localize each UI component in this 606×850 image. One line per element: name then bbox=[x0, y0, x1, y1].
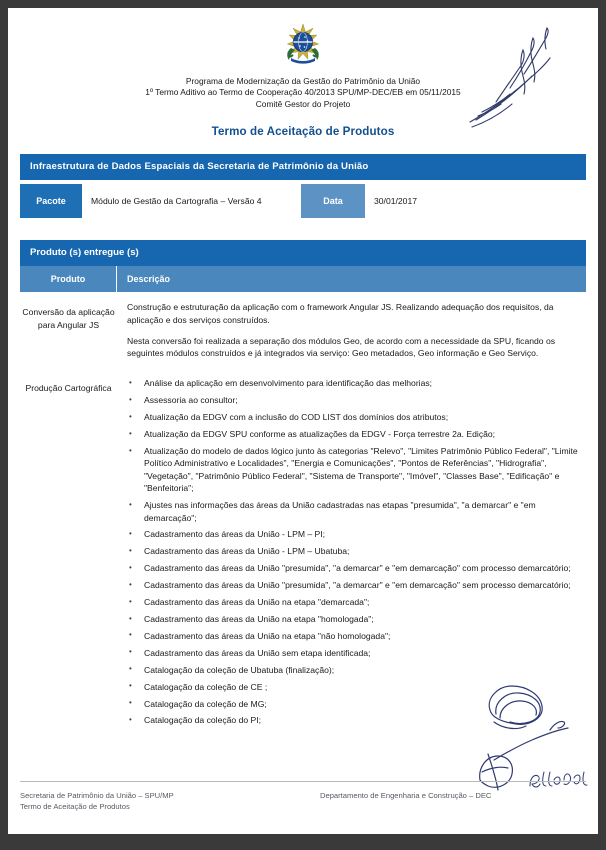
list-item: • Cadastramento das áreas da União - LPM – Ubatuba; bbox=[127, 545, 580, 557]
footer-right-line-1: Departamento de Engenharia e Construção – DEC bbox=[320, 791, 492, 801]
description-paragraph: Construção e estruturação da aplicação com o framework Angular JS. Realizando adequação dos requisitos, da aplicação e dos serviços construídos. bbox=[127, 302, 554, 325]
list-item: • Cadastramento das áreas da União "presumida", "a demarcar" e "em demarcação" sem processo demarcatório; bbox=[127, 579, 580, 591]
list-item: • Cadastramento das áreas da União na etapa "demarcada"; bbox=[127, 596, 580, 608]
column-header-descricao: Descrição bbox=[127, 274, 171, 285]
table-row bbox=[20, 368, 586, 731]
produtos-section-banner: Produto (s) entregue (s) bbox=[20, 240, 586, 266]
page-footer bbox=[20, 791, 586, 812]
infrastructure-banner: Infraestrutura de Dados Espaciais da Secretaria de Patrimônio da União bbox=[20, 154, 586, 180]
document-body bbox=[20, 154, 586, 731]
list-item: • Cadastramento das áreas da União na etapa "homologada"; bbox=[127, 613, 580, 625]
produto-description bbox=[117, 368, 586, 731]
produtos-table-header bbox=[20, 266, 586, 292]
list-item: • Atualização do modelo de dados lógico junto às categorias "Relevo", "Limites Patrimônio Público Federal", "Limite Político Administrativo e Localidades", "Energia e Comunicações", "Pontos de Referências", "Hidrografia", "Vegetação", "Patrimônio Público Federal", "Sistema de Transporte", "Imóvel", "Classes Base", "Edificação" e "Benfeitoria"; bbox=[127, 445, 580, 495]
data-value: 30/01/2017 bbox=[365, 184, 586, 218]
list-item: • Catalogação da coleção do PI; bbox=[127, 714, 580, 726]
header-line-1: Programa de Modernização da Gestão do Patrimônio da União bbox=[185, 76, 421, 86]
column-header-produto: Produto bbox=[50, 274, 86, 285]
footer-left bbox=[20, 791, 320, 812]
list-item: • Atualização da EDGV SPU conforme as atualizações da EDGV - Força terrestre 2a. Edição; bbox=[127, 428, 580, 440]
description-paragraph: Nesta conversão foi realizada a separação dos módulos Geo, de acordo com a necessidade da SPU, ficando os seguintes módulos construídos e já integrados via serviço: Geo metadados, Geo informação e Geo Serviço. bbox=[127, 335, 556, 359]
header-subtitle-block bbox=[8, 76, 598, 110]
row-spacer bbox=[283, 184, 301, 218]
list-item: • Atualização da EDGV com a inclusão do COD LIST dos domínios dos atributos; bbox=[127, 411, 580, 423]
pacote-label: Pacote bbox=[20, 184, 82, 218]
list-item: • Cadastramento das áreas da União sem etapa identificada; bbox=[127, 647, 580, 659]
header-line-2: 1º Termo Aditivo ao Termo de Cooperação 40/2013 SPU/MP-DEC/EB em 05/11/2015 bbox=[145, 87, 461, 98]
page-title: Termo de Aceitação de Produtos bbox=[211, 125, 395, 139]
list-item: • Ajustes nas informações das áreas da União cadastradas nas etapas "presumida", "a demarcar" e "em demarcação"; bbox=[127, 499, 580, 524]
list-item: • Análise da aplicação em desenvolvimento para identificação das melhorias; bbox=[127, 377, 580, 389]
emblem-container bbox=[8, 8, 598, 69]
produto-label: Conversão da aplicação para Angular JS bbox=[22, 307, 115, 330]
list-item: • Catalogação da coleção de Ubatuba (finalização); bbox=[127, 664, 580, 676]
table-row bbox=[20, 292, 586, 368]
deliverables-list bbox=[127, 377, 580, 726]
pacote-value: Módulo de Gestão da Cartografia – Versão 4 bbox=[82, 184, 283, 218]
brazil-coat-of-arms-icon bbox=[280, 22, 326, 64]
list-item: • Cadastramento das áreas da União - LPM – PI; bbox=[127, 528, 580, 540]
footer-left-line-2: Termo de Aceitação de Produtos bbox=[20, 801, 130, 811]
produto-label: Produção Cartográfica bbox=[25, 383, 112, 394]
package-info-row bbox=[20, 184, 586, 218]
header-line-3: Comitê Gestor do Projeto bbox=[255, 98, 351, 109]
data-label: Data bbox=[301, 184, 365, 218]
list-item: • Catalogação da coleção de MG; bbox=[127, 698, 580, 710]
document-page bbox=[8, 8, 598, 834]
list-item: • Cadastramento das áreas da União na etapa "não homologada"; bbox=[127, 630, 580, 642]
list-item: • Catalogação da coleção de CE ; bbox=[127, 681, 580, 693]
list-item: • Cadastramento das áreas da União "presumida", "a demarcar" e "em demarcação" com processo demarcatório; bbox=[127, 562, 580, 574]
footer-left-line-1: Secretaria de Patrimônio da União – SPU/MP bbox=[20, 791, 174, 801]
produto-description bbox=[117, 292, 586, 368]
list-item: • Assessoria ao consultor; bbox=[127, 394, 580, 406]
footer-divider bbox=[20, 781, 586, 782]
footer-right bbox=[320, 791, 586, 812]
